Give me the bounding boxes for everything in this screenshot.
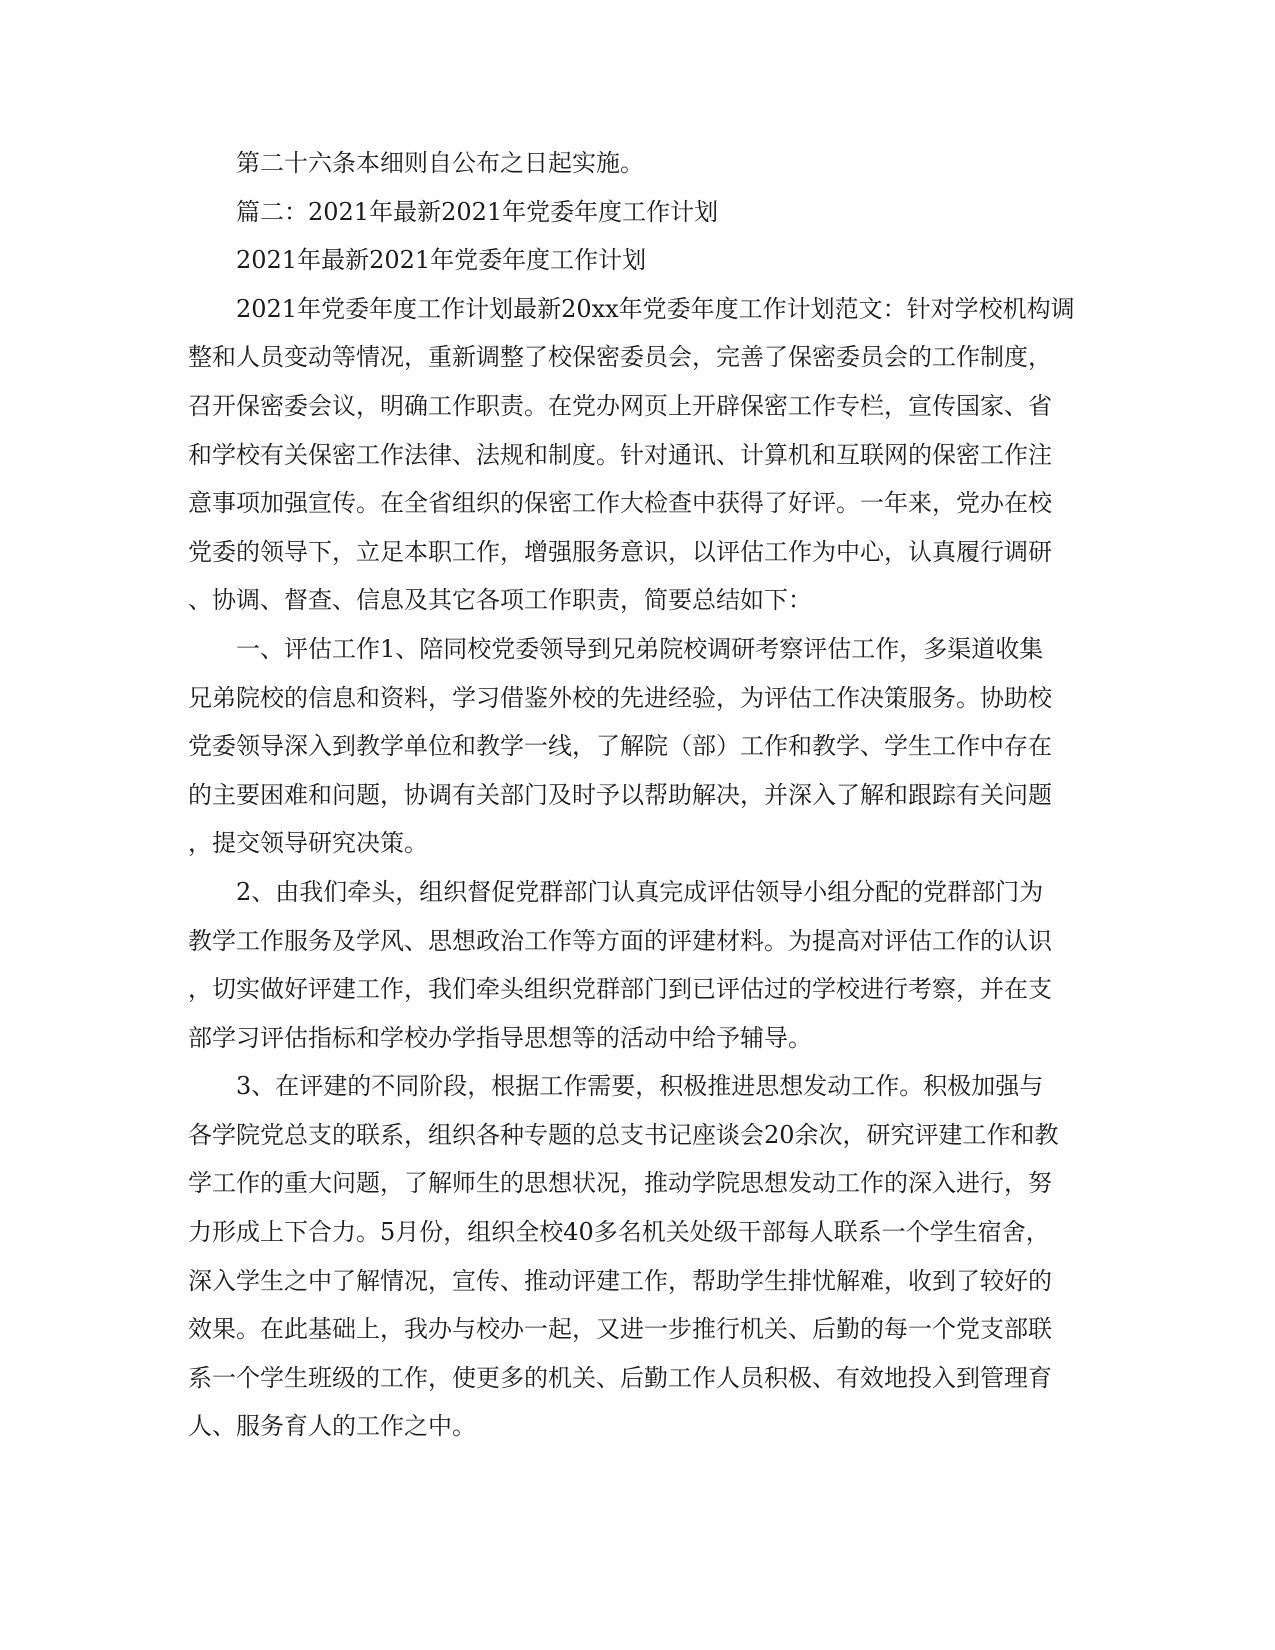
text-line: 的主要困难和问题，协调有关部门及时予以帮助解决，并深入了解和跟踪有关问题 [188, 780, 1052, 809]
text-line: 兄弟院校的信息和资料，学习借鉴外校的先进经验，为评估工作决策服务。协助校 [188, 683, 1052, 712]
paragraph-article-26 [188, 139, 1088, 188]
text-line: 2021年党委年度工作计划最新20xx年党委年度工作计划范文：针对学校机构调 [236, 294, 1075, 323]
text-line: ，切实做好评建工作，我们牵头组织党群部门到已评估过的学校进行考察，并在支 [188, 975, 1052, 1004]
text-line: 党委的领导下，立足本职工作，增强服务意识，以评估工作为中心，认真履行调研 [188, 537, 1052, 566]
text-line: 意事项加强宣传。在全省组织的保密工作大检查中获得了好评。一年来，党办在校 [188, 489, 1052, 518]
text-line: 力形成上下合力。5月份，组织全校40多名机关处级干部每人联系一个学生宿舍， [188, 1218, 1050, 1247]
text-line: 3、在评建的不同阶段，根据工作需要，积极推进思想发动工作。积极加强与 [236, 1072, 1044, 1101]
text-line: 系一个学生班级的工作，使更多的机关、后勤工作人员积极、有效地投入到管理育 [188, 1363, 1052, 1392]
text-line: ，提交领导研究决策。 [188, 829, 428, 858]
paragraph-item-2 [188, 868, 1088, 1062]
text-line: 和学校有关保密工作法律、法规和制度。针对通讯、计算机和互联网的保密工作注 [188, 440, 1052, 469]
text-line: 第二十六条本细则自公布之日起实施。 [236, 149, 644, 177]
text-line: 教学工作服务及学风、思想政治工作等方面的评建材料。为提高对评估工作的认识 [188, 926, 1052, 955]
paragraph-evaluation-work [188, 625, 1088, 868]
text-line: 、协调、督查、信息及其它各项工作职责，简要总结如下： [188, 586, 812, 615]
text-line: 各学院党总支的联系，组织各种专题的总支书记座谈会20余次，研究评建工作和教 [188, 1120, 1059, 1149]
text-line: 党委领导深入到教学单位和教学一线，了解院（部）工作和教学、学生工作中存在 [188, 732, 1052, 761]
text-line: 部学习评估指标和学校办学指导思想等的活动中给予辅导。 [188, 1023, 812, 1052]
document-body [188, 139, 1088, 1451]
paragraph-section-heading [188, 188, 1088, 237]
text-line: 效果。在此基础上，我办与校办一起，又进一步推行机关、后勤的每一个党支部联 [188, 1315, 1052, 1344]
text-line: 一、评估工作1、陪同校党委领导到兄弟院校调研考察评估工作，多渠道收集 [236, 634, 1044, 663]
text-line: 篇二：2021年最新2021年党委年度工作计划 [236, 197, 719, 226]
text-line: 学工作的重大问题，了解师生的思想状况，推动学院思想发动工作的深入进行，努 [188, 1169, 1052, 1198]
paragraph-intro [188, 285, 1088, 625]
text-line: 召开保密委会议，明确工作职责。在党办网页上开辟保密工作专栏，宣传国家、省 [188, 391, 1052, 420]
paragraph-plan-title [188, 236, 1088, 285]
text-line: 2021年最新2021年党委年度工作计划 [236, 246, 647, 275]
text-line: 人、服务育人的工作之中。 [188, 1412, 476, 1441]
text-line: 整和人员变动等情况，重新调整了校保密委员会，完善了保密委员会的工作制度， [188, 343, 1052, 372]
text-line: 2、由我们牵头，组织督促党群部门认真完成评估领导小组分配的党群部门为 [236, 877, 1044, 906]
text-line: 深入学生之中了解情况，宣传、推动评建工作，帮助学生排忧解难，收到了较好的 [188, 1266, 1052, 1295]
paragraph-item-3 [188, 1062, 1088, 1451]
